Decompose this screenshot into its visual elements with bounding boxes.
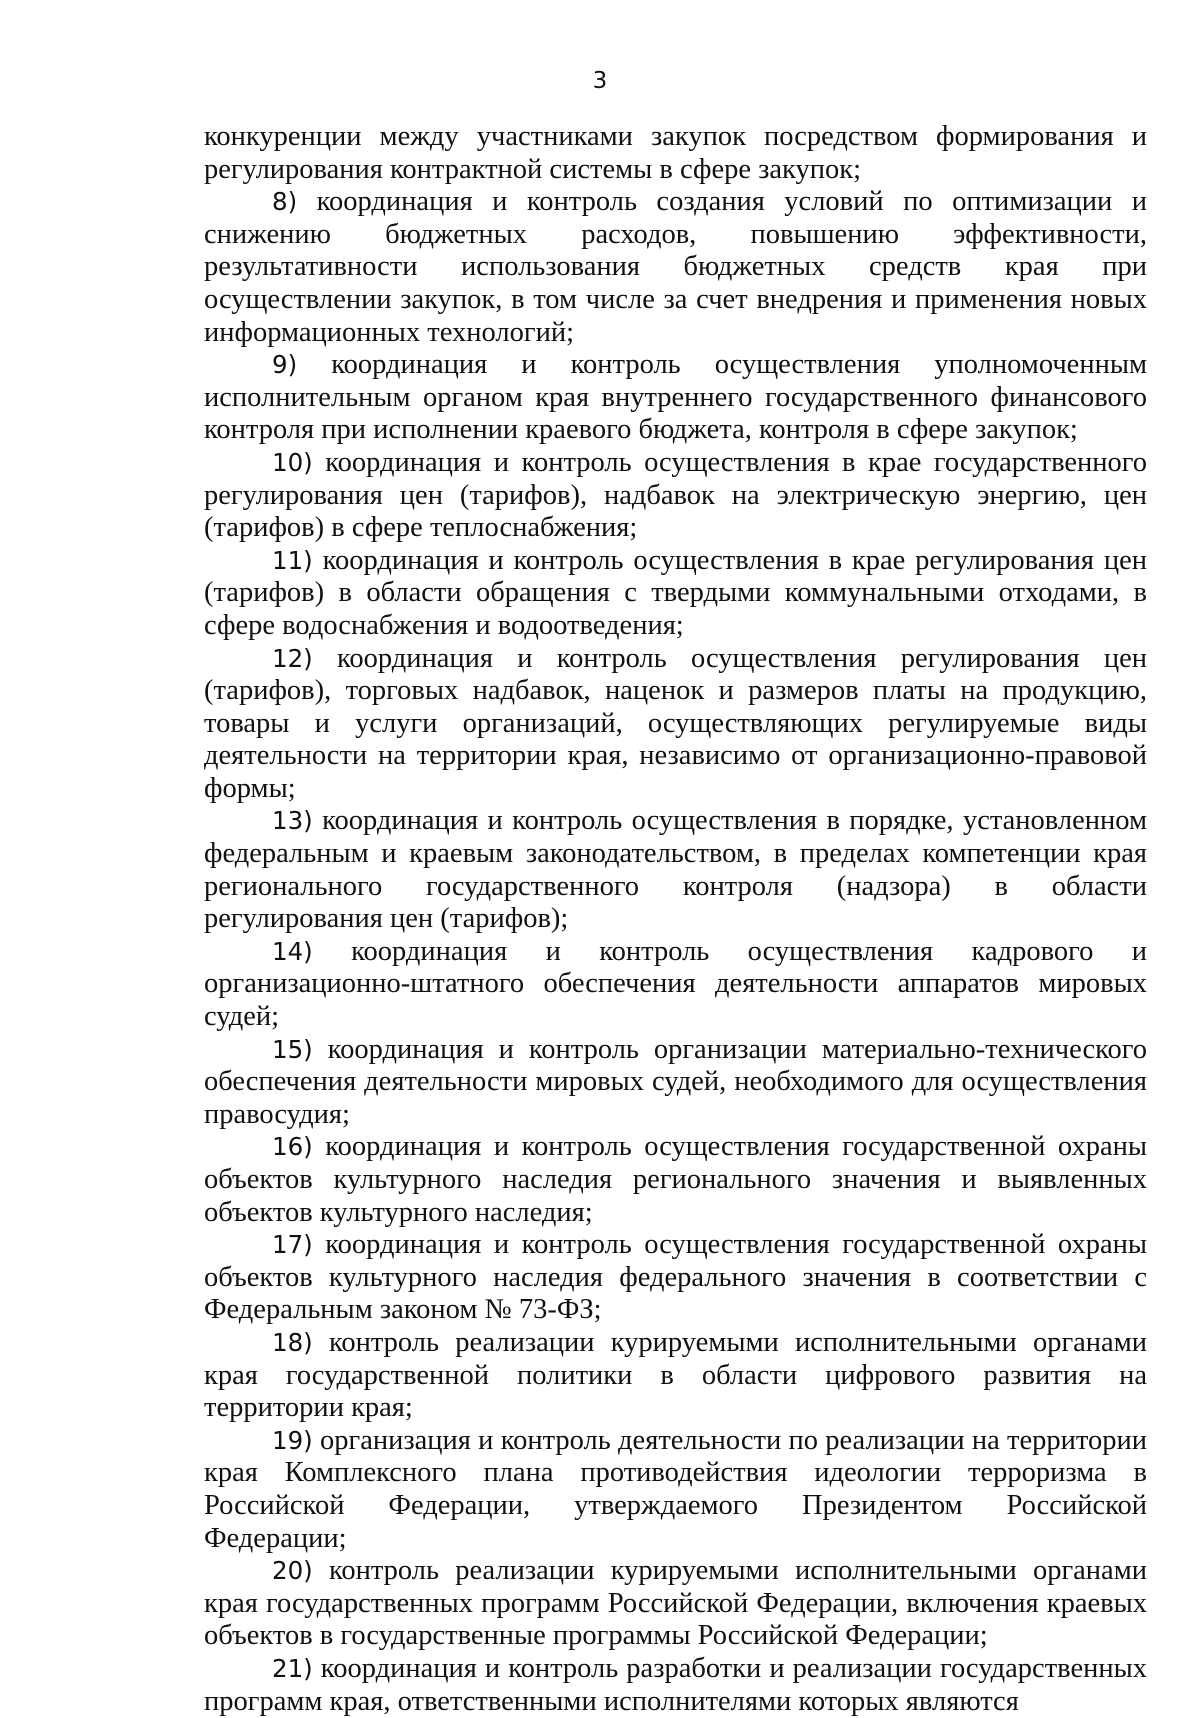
item-text: координация и контроль организации материально-технического обеспечения деятельности мировых судей, необходимого для осуществления правосудия; <box>204 1033 1147 1130</box>
item-number: 13) <box>272 806 313 836</box>
list-item-12 <box>204 643 1147 806</box>
list-item-13 <box>204 805 1147 935</box>
item-text: координация и контроль разработки и реализации государственных программ края, ответственными исполнителями которых являются <box>204 1652 1147 1717</box>
page-number: 3 <box>592 68 608 94</box>
item-text: координация и контроль осуществления в крае государственного регулирования цен (тарифов), надбавок на электрическую энергию, цен (тарифов) в сфере теплоснабжения; <box>204 446 1148 544</box>
item-text: контроль реализации курируемыми исполнительными органами края государственной политики в области цифрового развития на территории края; <box>204 1326 1147 1424</box>
item-number: 20) <box>272 1556 313 1586</box>
list-item-17 <box>204 1229 1147 1327</box>
item-text: координация и контроль осуществления государственной охраны объектов культурного наследия регионального значения и выявленных объектов культурного наследия; <box>204 1131 1147 1228</box>
item-number: 9) <box>272 350 298 380</box>
list-item-11 <box>204 545 1147 643</box>
item-number: 10) <box>272 447 313 477</box>
list-item-19 <box>204 1425 1147 1555</box>
paragraph-text: конкуренции между участниками закупок посредством формирования и регулирования контрактной системы в сфере закупок; <box>204 121 1147 185</box>
list-item-16 <box>204 1131 1147 1229</box>
item-number: 21) <box>272 1653 313 1683</box>
list-item-10 <box>204 447 1147 545</box>
item-number: 12) <box>272 643 313 673</box>
item-number: 15) <box>272 1034 313 1064</box>
document-body <box>204 121 1147 1718</box>
item-text: координация и контроль осуществления уполномоченным исполнительным органом края внутреннего государственного финансового контроля при исполнении краевого бюджета, контроля в сфере закупок; <box>204 349 1148 446</box>
item-number: 16) <box>272 1132 313 1162</box>
list-item-8 <box>204 186 1147 349</box>
item-text: координация и контроль осуществления в порядке, установленном федеральным и краевым законодательством, в пределах компетенции края регионального государственного контроля (надзора) в области регулирования цен (тарифов); <box>204 805 1147 935</box>
item-number: 17) <box>272 1230 313 1260</box>
list-item-18 <box>204 1327 1147 1425</box>
item-text: координация и контроль осуществления государственной охраны объектов культурного наследия федерального значения в соответствии с Федеральным законом № 73-ФЗ; <box>204 1229 1147 1326</box>
list-item-21 <box>204 1653 1147 1718</box>
paragraph-continuation <box>204 121 1147 186</box>
item-text: координация и контроль создания условий по оптимизации и снижению бюджетных расходов, повышению эффективности, результативности использования бюджетных средств края при осуществлении закупок, в том числе за счет внедрения и применения новых информационных технологий; <box>204 186 1147 348</box>
item-number: 18) <box>272 1327 313 1357</box>
item-text: координация и контроль осуществления регулирования цен (тарифов), торговых надбавок, наценок и размеров платы на продукцию, товары и услуги организаций, осуществляющих регулируемые виды деятельности на территории края, независимо от организационно-правовой формы; <box>204 642 1147 804</box>
item-text: координация и контроль осуществления кадрового и организационно-штатного обеспечения деятельности аппаратов мировых судей; <box>204 935 1148 1033</box>
item-text: координация и контроль осуществления в крае регулирования цен (тарифов) в области обращения с твердыми коммунальными отходами, в сфере водоснабжения и водоотведения; <box>204 544 1148 641</box>
list-item-14 <box>204 936 1147 1034</box>
list-item-15 <box>204 1034 1147 1132</box>
item-number: 19) <box>272 1425 313 1455</box>
list-item-9 <box>204 349 1147 447</box>
item-text: организация и контроль деятельности по реализации на территории края Комплексного плана противодействия идеологии терроризма в Российской Федерации, утверждаемого Президентом Российской Федерации; <box>204 1424 1147 1554</box>
item-number: 11) <box>272 545 313 575</box>
item-number: 14) <box>272 936 313 966</box>
list-item-20 <box>204 1555 1147 1653</box>
item-number: 8) <box>272 187 298 217</box>
item-text: контроль реализации курируемыми исполнительными органами края государственных программ Российской Федерации, включения краевых объектов в государственные программы Российской Федерации; <box>204 1555 1147 1652</box>
